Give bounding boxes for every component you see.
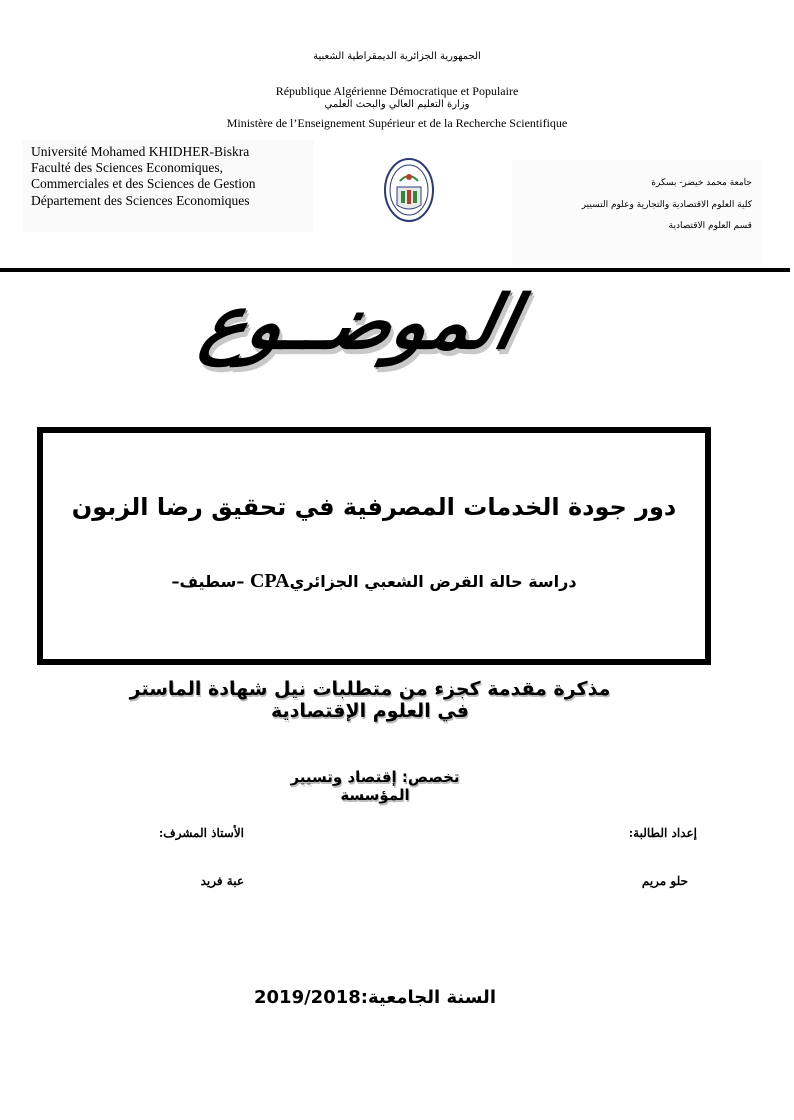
cpa-acronym: CPA [249,570,290,592]
thesis-subtitle [43,570,705,593]
supervisor-label: الأستاذ المشرف: [158,826,244,840]
university-name-ar: جامعة محمد خيضر- بسكرة [651,178,752,188]
university-french-block [22,140,314,232]
republic-arabic: الجمهورية الجزائرية الديمقراطية الشعبية [313,51,481,62]
student-name: حلو مريم [641,874,688,888]
thesis-title: دور جودة الخدمات المصرفية في تحقيق رضا الزبون [71,493,677,521]
republic-french: République Algérienne Démocratique et Populaire [275,84,519,98]
case-study-label: دراسة حالة القرض الشعبي الجزائري [289,572,577,591]
faculty-name-ar: كلية العلوم الاقتصادية والتجارية وعلوم التسيير [581,200,752,210]
academic-year: السنة الجامعية:2019/2018 [254,987,496,1008]
university-arabic-block [512,160,762,266]
header-divider [0,268,790,272]
case-study-city: –سطيف– [171,572,250,591]
university-seal-icon [383,157,435,223]
department-name-ar: قسم العلوم الاقتصادية [668,221,752,231]
faculty-name-fr-cont: Commerciales et des Sciences de Gestion [31,176,256,191]
student-label: إعداد الطالبة: [628,826,697,840]
degree-statement: مذكرة مقدمة كجزء من متطلبات نيل شهادة الماستر في العلوم الإقتصادية [129,678,611,722]
university-name-fr: Université Mohamed KHIDHER-Biskra [31,144,250,159]
thesis-title-frame [37,427,711,665]
specialization: تخصص: إقتصاد وتسيير المؤسسة [290,768,460,804]
topic-heading: الموضــوع [194,280,526,366]
supervisor-name: عبة فريد [200,874,244,888]
ministry-arabic: وزارة التعليم العالي والبحث العلمي [324,99,470,110]
faculty-name-fr: Faculté des Sciences Economiques, [31,160,223,175]
department-name-fr: Département des Sciences Economiques [31,193,250,208]
ministry-french: Ministère de l’Enseignement Supérieur et de la Recherche Scientifique [226,116,568,130]
